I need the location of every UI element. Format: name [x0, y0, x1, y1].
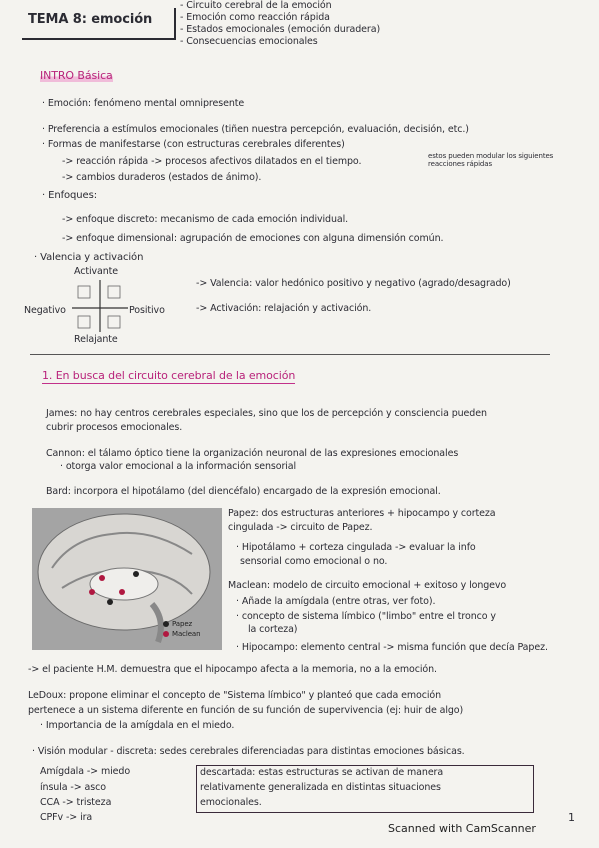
- valencia-heading: · Valencia y activación: [34, 252, 144, 263]
- ledoux-3: · Importancia de la amígdala en el miedo.: [40, 720, 235, 731]
- map-cca: CCA -> tristeza: [40, 797, 112, 808]
- axis-label-top: Activante: [74, 266, 119, 277]
- enfoque-dimensional: -> enfoque dimensional: agrupación de emociones con alguna dimensión común.: [62, 233, 444, 244]
- section1-heading: 1. En busca del circuito cerebral de la emoción: [42, 369, 296, 382]
- legend-papez: Papez: [172, 620, 193, 628]
- papez-3: · Hipotálamo + corteza cingulada -> evaluar la info: [236, 542, 476, 553]
- axis-label-left: Negativo: [24, 305, 66, 316]
- axis-label-right: Positivo: [129, 305, 165, 316]
- map-amigdala: Amígdala -> miedo: [40, 766, 131, 777]
- descartada-1: descartada: estas estructuras se activan de manera: [200, 767, 444, 778]
- papez-1: Papez: dos estructuras anteriores + hipocampo y corteza: [228, 508, 496, 519]
- cannon-1: Cannon: el tálamo óptico tiene la organización neuronal de las expresiones emocionales: [46, 448, 459, 459]
- papez-2: cingulada -> circuito de Papez.: [228, 522, 373, 533]
- bard: Bard: incorpora el hipotálamo (del diencéfalo) encargado de la expresión emocional.: [46, 486, 441, 497]
- page-number: 1: [568, 811, 575, 824]
- intro-line-2: · Preferencia a estímulos emocionales (tiñen nuestra percepción, evaluación, decisión, etc.): [42, 124, 469, 135]
- scanner-watermark: Scanned with CamScanner: [388, 822, 536, 835]
- intro-line-4: -> reacción rápida -> procesos afectivos dilatados en el tiempo.: [62, 156, 362, 167]
- ledoux-2: pertenece a un sistema diferente en función de su función de supervivencia (ej: huir de algo): [28, 705, 464, 716]
- patient-hm: -> el paciente H.M. demuestra que el hipocampo afecta a la memoria, no a la emoción.: [28, 664, 437, 675]
- maclean-1: Maclean: modelo de circuito emocional + exitoso y longevo: [228, 580, 507, 591]
- page-title: TEMA 8: emoción: [28, 12, 153, 27]
- topic-1: - Circuito cerebral de la emoción: [180, 0, 332, 11]
- topic-4: - Consecuencias emocionales: [180, 36, 318, 47]
- intro-line-5: -> cambios duraderos (estados de ánimo).: [62, 172, 262, 183]
- james-2: cubrir procesos emocionales.: [46, 422, 183, 433]
- valencia-def: -> Valencia: valor hedónico positivo y negativo (agrado/desagrado): [196, 278, 511, 289]
- legend-maclean: Maclean: [172, 630, 201, 638]
- intro-line-3: · Formas de manifestarse (con estructuras cerebrales diferentes): [42, 139, 345, 150]
- intro-side-note: estos pueden modular los siguientes reacciones rápidas: [428, 152, 554, 168]
- topic-3: - Estados emocionales (emoción duradera): [180, 24, 381, 35]
- map-insula: ínsula -> asco: [40, 782, 106, 793]
- descartada-3: emocionales.: [200, 797, 262, 808]
- axis-label-bottom: Relajante: [74, 334, 118, 345]
- intro-line-1: · Emoción: fenómeno mental omnipresente: [42, 98, 245, 109]
- vision-modular: · Visión modular - discreta: sedes cerebrales diferenciadas para distintas emociones básicas.: [32, 746, 465, 757]
- cannon-2: · otorga valor emocional a la información sensorial: [60, 461, 297, 472]
- topic-2: - Emoción como reacción rápida: [180, 12, 330, 23]
- enfoque-discreto: -> enfoque discreto: mecanismo de cada emoción individual.: [62, 214, 349, 225]
- map-cpfv: CPFv -> ira: [40, 812, 93, 823]
- maclean-4: la corteza): [248, 624, 298, 635]
- ledoux-1: LeDoux: propone eliminar el concepto de "Sistema límbico" y planteó que cada emoción: [28, 690, 442, 701]
- valencia-axes: [70, 278, 130, 334]
- hipocampo: · Hipocampo: elemento central -> misma función que decía Papez.: [236, 642, 548, 653]
- enfoques-heading: · Enfoques:: [42, 190, 97, 201]
- maclean-2: · Añade la amígdala (entre otras, ver foto).: [236, 596, 436, 607]
- james-1: James: no hay centros cerebrales especiales, sino que los de percepción y consciencia pueden: [46, 408, 487, 419]
- brain-diagram: [32, 508, 222, 650]
- intro-heading: INTRO Básica: [40, 69, 113, 82]
- papez-4: sensorial como emocional o no.: [240, 556, 388, 567]
- descartada-2: relativamente generalizada en distintas situaciones: [200, 782, 441, 793]
- activacion-def: -> Activación: relajación y activación.: [196, 303, 372, 314]
- section-divider: [30, 354, 550, 355]
- maclean-3: · concepto de sistema límbico ("limbo" entre el tronco y: [236, 611, 496, 622]
